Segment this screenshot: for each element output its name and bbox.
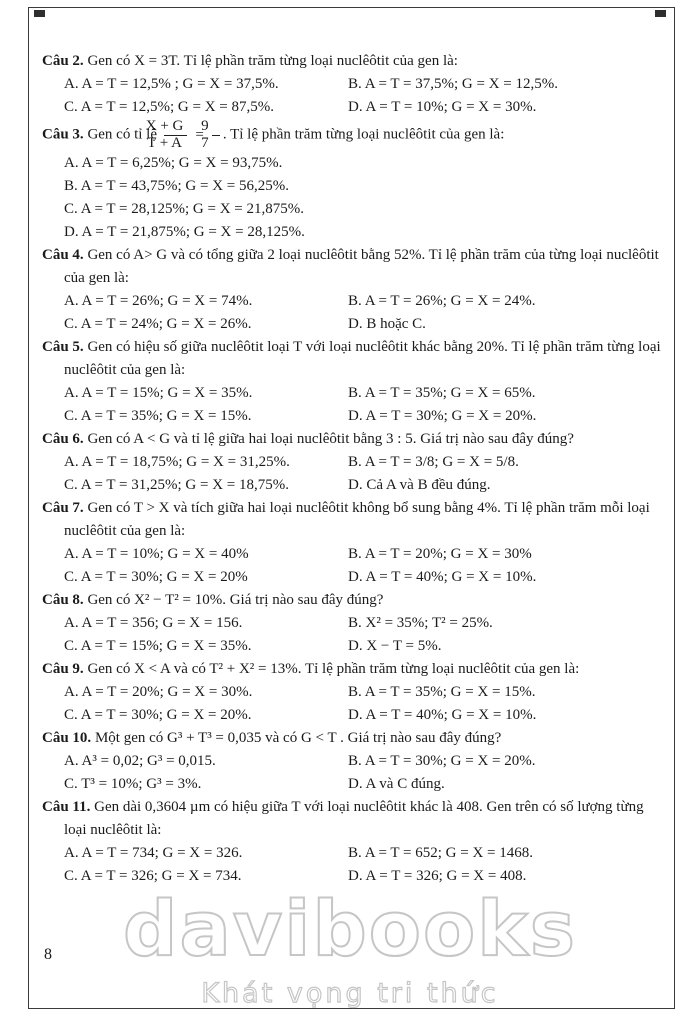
options (64, 290, 662, 336)
option (348, 313, 662, 336)
question-number: Câu 5. (42, 338, 84, 355)
fraction (145, 118, 188, 152)
question-stem-text: Một gen có G³ + T³ = 0,035 và có G < T . Giá trị nào sau đây đúng? (94, 729, 502, 746)
option-key: D. (348, 407, 363, 424)
option-text: A = T = 3/8; G = X = 5/8. (364, 453, 519, 470)
option-text: A = T = 35%; G = X = 15%. (364, 683, 536, 700)
option-text: A = T = 26%; G = X = 24%. (364, 292, 536, 309)
question-stem-line (42, 589, 662, 612)
option-key: D. (348, 775, 363, 792)
option-key: A. (64, 752, 79, 769)
option-key: B. (348, 752, 362, 769)
option-text: A = T = 20%; G = X = 30%. (81, 683, 253, 700)
fraction-numerator: X + G (145, 118, 184, 134)
options (64, 681, 662, 727)
option-text: A = T = 30%; G = X = 20% (80, 568, 248, 585)
question (42, 119, 662, 244)
option-text: A³ = 0,02; G³ = 0,015. (81, 752, 216, 769)
print-mark-right (655, 10, 666, 17)
option-key: B. (348, 453, 362, 470)
option-text: A = T = 37,5%; G = X = 12,5%. (364, 76, 558, 92)
question (42, 727, 662, 796)
option (64, 750, 348, 773)
question-number: Câu 10. (42, 729, 92, 746)
options (64, 152, 662, 244)
option (348, 704, 662, 727)
option-key: D. (348, 867, 363, 884)
question-number: Câu 9. (42, 660, 84, 677)
question-number: Câu 4. (42, 246, 84, 263)
option-text: A = T = 18,75%; G = X = 31,25%. (81, 453, 290, 470)
option-text: A = T = 26%; G = X = 74%. (81, 292, 253, 309)
option (64, 451, 348, 474)
option (348, 543, 662, 566)
option-key: C. (64, 568, 78, 585)
option (64, 566, 348, 589)
option-text: A = T = 40%; G = X = 10%. (365, 568, 537, 585)
question-stem-text: Gen dài 0,3604 µm có hiệu giữa T với loại nuclêôtit khác là 408. Gen trên có số lượng từng loại nuclêôtit là: (64, 798, 644, 838)
option-key: C. (64, 200, 78, 217)
option-text: A = T = 31,25%; G = X = 18,75%. (80, 476, 289, 493)
option (348, 405, 662, 428)
question (42, 658, 662, 727)
option-text: A = T = 24%; G = X = 26%. (80, 315, 252, 332)
fraction-denominator: 7 (212, 135, 220, 152)
question-number: Câu 8. (42, 591, 84, 608)
option-key: D. (348, 99, 363, 115)
option-key: A. (64, 384, 79, 401)
question-stem-line (42, 428, 662, 451)
question-stem-line (42, 497, 662, 543)
option-key: A. (64, 453, 79, 470)
page-number: 8 (44, 946, 52, 963)
option-text: X² = 35%; T² = 25%. (365, 614, 493, 631)
watermark-brand: davibooks (123, 884, 577, 973)
option-key: A. (64, 614, 79, 631)
question-stem-text: Gen có X < A và có T² + X² = 13%. Tỉ lệ phần trăm từng loại nuclêôtit của gen là: (87, 660, 580, 677)
question (42, 50, 662, 119)
option-text: A = T = 10%; G = X = 30%. (365, 99, 537, 115)
option-key: B. (348, 683, 362, 700)
option-key: C. (64, 476, 78, 493)
fraction (201, 118, 220, 152)
question-number: Câu 3. (42, 126, 84, 143)
option-key: B. (348, 292, 362, 309)
option (348, 73, 662, 96)
question-stem-line (42, 244, 662, 290)
question-stem-line (42, 658, 662, 681)
option (348, 612, 662, 635)
option (348, 96, 662, 119)
option-key: B. (64, 177, 78, 194)
option (64, 175, 662, 198)
option-text: A = T = 326; G = X = 734. (80, 867, 242, 884)
option (64, 73, 348, 96)
option-text: A = T = 6,25%; G = X = 93,75%. (81, 154, 283, 171)
option (64, 198, 662, 221)
option (348, 750, 662, 773)
option-text: B hoặc C. (366, 315, 426, 332)
option-key: C. (64, 315, 78, 332)
print-mark-left (34, 10, 45, 17)
option-text: A = T = 12,5% ; G = X = 37,5%. (81, 76, 279, 92)
option-key: D. (348, 315, 363, 332)
question (42, 796, 662, 888)
option-text: A = T = 15%; G = X = 35%. (80, 637, 252, 654)
option-text: X − T = 5%. (366, 637, 442, 654)
option (64, 773, 348, 796)
fraction-numerator: 9 (201, 118, 209, 134)
question-number: Câu 7. (42, 499, 84, 516)
option-key: A. (64, 683, 79, 700)
option (348, 842, 662, 865)
option (64, 842, 348, 865)
option (348, 382, 662, 405)
option (348, 865, 662, 888)
option (64, 704, 348, 727)
question-stem-text: Gen có X = 3T. Tỉ lệ phần trăm từng loại nuclêôtit của gen là: (87, 53, 458, 69)
question-stem-line (42, 727, 662, 750)
option (64, 152, 662, 175)
question-number: Câu 11. (42, 798, 91, 815)
option-text: A = T = 40%; G = X = 10%. (365, 706, 537, 723)
options (64, 842, 662, 888)
option-key: D. (64, 223, 79, 240)
option (64, 543, 348, 566)
option-text: A = T = 35%; G = X = 65%. (364, 384, 536, 401)
option-key: A. (64, 76, 79, 92)
option-text: A = T = 652; G = X = 1468. (364, 844, 533, 861)
question-stem-text: Gen có X² − T² = 10%. Giá trị nào sau đây đúng? (87, 591, 384, 608)
option-text: A = T = 734; G = X = 326. (81, 844, 243, 861)
option (348, 474, 662, 497)
option-key: B. (348, 614, 362, 631)
option (64, 681, 348, 704)
option (64, 405, 348, 428)
option (348, 290, 662, 313)
option-key: C. (64, 407, 78, 424)
option-text: A = T = 21,875%; G = X = 28,125%. (81, 223, 305, 240)
option-key: B. (348, 384, 362, 401)
option (64, 382, 348, 405)
option-text: A = T = 35%; G = X = 15%. (80, 407, 252, 424)
option-key: A. (64, 154, 79, 171)
question-number: Câu 6. (42, 430, 84, 447)
questions-list (42, 50, 662, 888)
question-number: Câu 2. (42, 53, 84, 69)
option (348, 566, 662, 589)
option-key: D. (348, 568, 363, 585)
options (64, 612, 662, 658)
option-key: A. (64, 844, 79, 861)
option (348, 635, 662, 658)
question-stem-text: Gen có A < G và tỉ lệ giữa hai loại nuclêôtit bằng 3 : 5. Giá trị nào sau đây đúng? (87, 430, 574, 447)
options (64, 750, 662, 796)
question (42, 428, 662, 497)
option-key: B. (348, 76, 362, 92)
option-text: A = T = 30%; G = X = 20%. (364, 752, 536, 769)
option-text: A = T = 28,125%; G = X = 21,875%. (80, 200, 304, 217)
question-stem-text: Gen có tỉ lệ (87, 126, 157, 143)
question (42, 336, 662, 428)
options (64, 73, 662, 119)
option-key: C. (64, 706, 78, 723)
question (42, 497, 662, 589)
option (64, 96, 348, 119)
option-key: C. (64, 637, 78, 654)
option-key: B. (348, 545, 362, 562)
question-stem-text: . Tỉ lệ phần trăm từng loại nuclêôtit của gen là: (222, 126, 505, 143)
question (42, 589, 662, 658)
question-stem-text: Gen có A> G và có tổng giữa 2 loại nuclêôtit bằng 52%. Tỉ lệ phần trăm của từng loại nuclêôtit của gen là: (64, 246, 659, 286)
option (64, 612, 348, 635)
option-key: C. (64, 99, 78, 115)
question-stem-line (42, 118, 662, 152)
question-stem-text: Gen có T > X và tích giữa hai loại nuclêôtit không bổ sung bằng 4%. Tỉ lệ phần trăm mỗi loại nuclêôtit của gen là: (64, 499, 650, 539)
option-key: C. (64, 867, 78, 884)
option-text: A = T = 326; G = X = 408. (365, 867, 527, 884)
option-text: A = T = 30%; G = X = 20%. (365, 407, 537, 424)
question-stem-line (42, 336, 662, 382)
option (64, 290, 348, 313)
option (64, 865, 348, 888)
question-stem-text: Gen có hiệu số giữa nuclêôtit loại T với loại nuclêôtit khác bằng 20%. Tỉ lệ phần trăm từng loại nuclêôtit của gen là: (64, 338, 661, 378)
option-text: A và C đúng. (365, 775, 445, 792)
options (64, 382, 662, 428)
question (42, 244, 662, 336)
option (348, 451, 662, 474)
option-text: A = T = 15%; G = X = 35%. (81, 384, 253, 401)
question-stem-line (42, 50, 662, 73)
option (64, 221, 662, 244)
options (64, 543, 662, 589)
option-key: D. (348, 637, 363, 654)
equals-sign: = (195, 126, 204, 143)
option-text: A = T = 20%; G = X = 30% (364, 545, 532, 562)
option-key: C. (64, 775, 78, 792)
option-text: T³ = 10%; G³ = 3%. (81, 775, 202, 792)
option-key: D. (348, 706, 363, 723)
option-text: Cả A và B đều đúng. (366, 476, 491, 493)
option (64, 474, 348, 497)
option-text: A = T = 12,5%; G = X = 87,5%. (80, 99, 274, 115)
options (64, 451, 662, 497)
option-key: A. (64, 292, 79, 309)
option-key: A. (64, 545, 79, 562)
option (348, 681, 662, 704)
option (64, 635, 348, 658)
option (64, 313, 348, 336)
question-stem-line (42, 796, 662, 842)
option-text: A = T = 10%; G = X = 40% (81, 545, 249, 562)
option-text: A = T = 356; G = X = 156. (81, 614, 243, 631)
option-text: A = T = 30%; G = X = 20%. (80, 706, 252, 723)
option (348, 773, 662, 796)
fraction-denominator: T + A (164, 135, 188, 152)
option-key: D. (348, 476, 363, 493)
watermark-slogan: Khát vọng tri thức (201, 978, 499, 1009)
option-text: A = T = 43,75%; G = X = 56,25%. (80, 177, 289, 194)
option-key: B. (348, 844, 362, 861)
